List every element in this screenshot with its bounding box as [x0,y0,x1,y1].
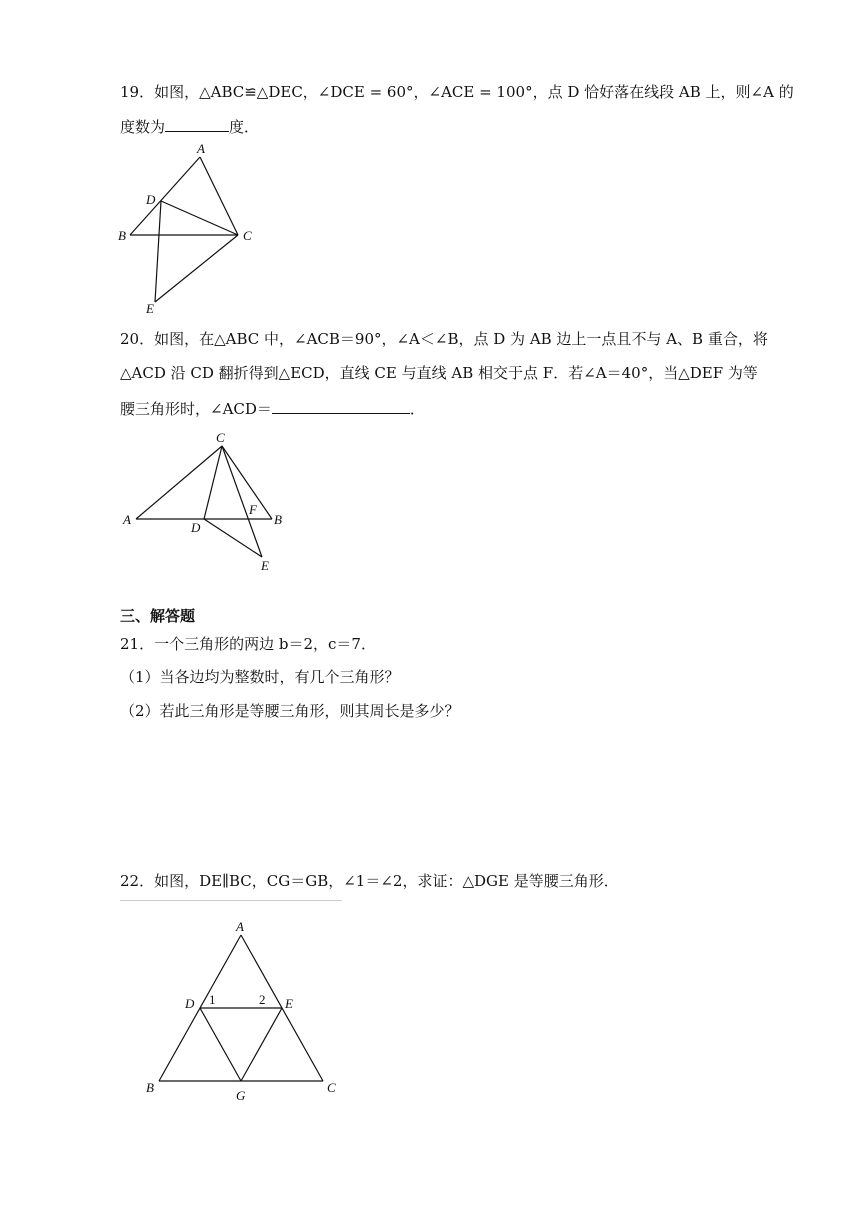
q21-stem: 21．一个三角形的两边 b＝2，c＝7． [120,635,376,653]
q22-label-E: E [285,996,293,1011]
q20-label-E: E [261,558,269,573]
q19-label-B: B [118,228,126,243]
q20-label-B: B [274,512,282,527]
q20-label-F: F [249,502,257,517]
q19-line1: 19．如图，△ABC≌△DEC，∠DCE = 60°，∠ACE = 100°，点 D 恰好落在线段 AB 上，则∠A 的 [120,83,794,101]
q22-angle-1-label: 1 [209,992,216,1007]
q20-line1: 20．如图，在△ABC 中，∠ACB＝90°，∠A＜∠B，点 D 为 AB 边上一点且不与 A、B 重合，将 [120,330,768,348]
q20-segment-AC [136,446,222,519]
q22-label-A: A [236,919,244,934]
q22-label-C: C [327,1080,336,1095]
q22-stem: 22．如图，DE∥BC，CG＝GB，∠1＝∠2，求证：△DGE 是等腰三角形． [120,872,619,890]
q22-label-G: G [236,1088,246,1103]
q19-label-D: D [146,192,156,207]
q20-line3 [120,397,425,419]
q20-line3-pre: 腰三角形时，∠ACD＝ [120,400,272,418]
q20-label-C: C [216,430,225,445]
q20-segment-CD [204,446,222,519]
q20-line2: △ACD 沿 CD 翻折得到△ECD，直线 CE 与直线 AB 相交于点 F．若∠A＝40°，当△DEF 为等 [120,364,758,382]
q22-segment-EG [241,1008,282,1081]
q19-segment-DE [155,201,161,302]
q21-part2: （2）若此三角形是等腰三角形，则其周长是多少？ [120,702,460,720]
q20-label-D: D [191,520,201,535]
q19-label-C: C [243,228,252,243]
q19-line2-pre: 度数为 [120,118,166,136]
q19-segment-EC [155,235,238,302]
q20-label-A: A [123,512,131,527]
q20-answer-blank[interactable] [272,397,410,414]
q19-figure [130,157,238,302]
q22-figure [159,935,323,1081]
q19-segment-DC [161,201,238,235]
q22-label-D: D [185,996,195,1011]
section-title: 三、解答题 [120,607,196,625]
q22-label-B: B [146,1080,154,1095]
q19-label-E: E [146,301,154,316]
q21-part1: （1）当各边均为整数时，有几个三角形？ [120,668,400,686]
q20-line3-post: ． [409,400,425,418]
divider-line [120,900,342,901]
q22-angle-2-label: 2 [259,992,266,1007]
q19-segment-AC [200,157,238,235]
q19-segment-AB [130,157,200,235]
q20-segment-CB [222,446,272,519]
q19-line2-post: 度． [229,118,260,136]
q19-label-A: A [197,141,205,156]
q20-segment-DE [204,519,262,557]
q22-segment-DG [200,1008,241,1081]
